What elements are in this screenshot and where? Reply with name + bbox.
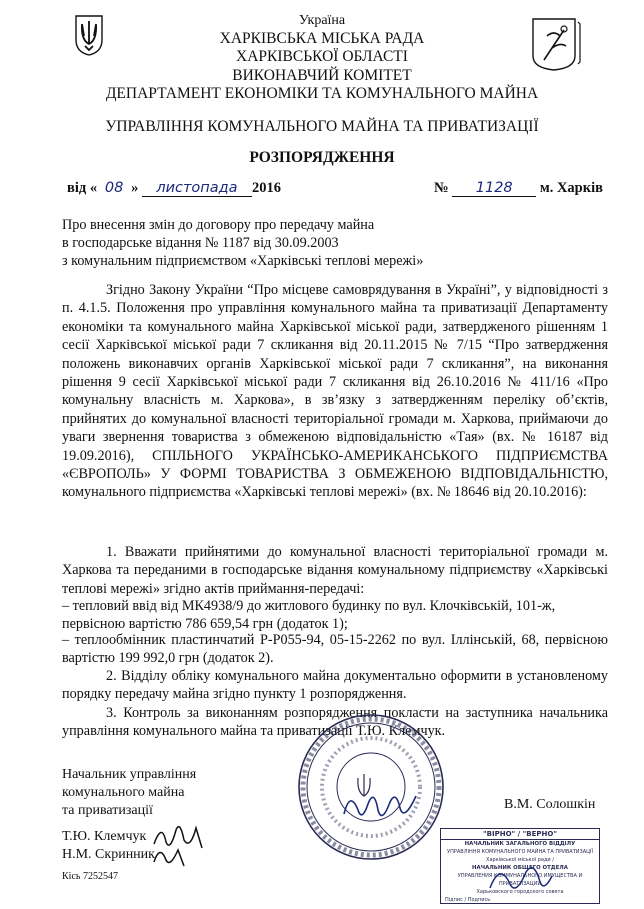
date-month: листопада	[142, 180, 252, 197]
header-committee: ВИКОНАВЧИЙ КОМІТЕТ	[232, 67, 412, 84]
date-prefix: від «	[67, 180, 98, 196]
verno-stamp-line-1: НАЧАЛЬНИК ЗАГАЛЬНОГО ВІДДІЛУ	[464, 841, 576, 847]
verno-stamp-line-4: НАЧАЛЬНИК ОБЩЕГО ОТДЕЛА	[472, 865, 568, 871]
reference-code: Кісь 7252547	[62, 871, 118, 882]
preamble-paragraph: Згідно Закону України “Про місцеве самоврядування в Україні”, у відповідності з п. 4.1.5. Положення про управління комунального майна та приватизації Департаменту економіки та комунального майна Харківської міської ради, затвердженого рішенням 1 сесії Харківської міської ради 7 скликання від 20.11.2015 № 7/15 “Про затвердження положень виконавчих органів Харківської міської ради 7 скликання”, на виконання рішення 9 сесії Харківської міської ради 7 скликання від 26.10.2016 № 411/16 «Про комунальну власність м. Харкова», в зв’язку з затвердженням переліку об’єктів, прийнятих до комунальної власності територіальної громади м. Харкова, приймаючи до уваги звернення товариства з обмеженою відповідальністю «Тая» (вх. № 16187 від 19.09.2016), СПІЛЬНОГО УКРАЇНСЬКО-АМЕРИКАНСЬКОГО ПІДПРИЄМСТВА «ЄВРОПОЛЬ» У ФОРМІ ТОВАРИСТВА З ОБМЕЖЕНОЮ ВІДПОВІДАЛЬНІСТЮ, комунального підприємства «Харківські теплові мережі» (вх. № 18646 від 20.10.2016):	[62, 282, 608, 501]
header-oblast: ХАРКІВСЬКОЇ ОБЛАСТІ	[236, 48, 408, 65]
signatory-title-2: комунального майна	[62, 785, 185, 800]
item-3-paragraph: 3. Контроль за виконанням розпорядження покласти на заступника начальника управління комунального майна та приватизації Т.Ю. Клемчук.	[62, 705, 608, 740]
executor-1: Т.Ю. Клемчук	[62, 829, 147, 844]
verno-stamp-line-2: УПРАВЛІННЯ КОМУНАЛЬНОГО МАЙНА ТА ПРИВАТИЗАЦІЇ	[447, 849, 593, 855]
signatory-name: В.М. Солошкін	[504, 797, 596, 812]
item-1b-paragraph: – теплообмінник пластинчатий Р-Р055-94, 05-15-2262 по вул. Іллінській, 68, первісною вартістю 199 992,0 грн (додаток 2).	[62, 632, 608, 667]
executor-2: Н.М. Скринник	[62, 847, 155, 862]
subject-line-2: в господарське відання № 1187 від 30.09.2003	[62, 235, 339, 251]
verno-stamp-signature	[486, 858, 556, 898]
item-1-paragraph: 1. Вважати прийнятими до комунальної власності територіальної громади м. Харкова та переданими в господарське відання комунальному підприємству «Харківські теплові мережі» згідно актів приймання-передачі:	[62, 544, 608, 597]
verno-stamp-title: "ВІРНО" / "ВЕРНО"	[441, 829, 599, 840]
subject-line-1: Про внесення змін до договору про передачу майна	[62, 217, 375, 233]
document-type-title: РОЗПОРЯДЖЕННЯ	[249, 149, 395, 166]
header-council: ХАРКІВСЬКА МІСЬКА РАДА	[219, 30, 425, 47]
document-number: 1128	[452, 180, 536, 197]
number-label: №	[434, 180, 449, 196]
signatory-title-1: Начальник управління	[62, 767, 197, 782]
item-2-paragraph: 2. Відділу обліку комунального майна документально оформити в установленому порядку передачу майна згідно пункту 1 розпорядження.	[62, 668, 608, 703]
date-line	[67, 180, 281, 197]
verno-stamp-line-6: Харьковского городского совета	[476, 889, 564, 895]
date-day: 08	[104, 180, 124, 196]
date-year: 2016	[251, 180, 281, 196]
item-1a-line-2: первісною вартістю 786 659,54 грн (додаток 1);	[62, 616, 348, 632]
executor-2-signature	[150, 842, 190, 870]
verno-stamp-line-3: Харківської міської ради /	[486, 857, 554, 863]
signatory-title-3: та приватизації	[62, 803, 153, 818]
city: м. Харків	[539, 180, 603, 196]
head-signature	[340, 784, 420, 830]
subject-line-3: з комунальним підприємством «Харківські теплові мережі»	[62, 253, 424, 269]
number-line	[434, 180, 603, 197]
header-department: ДЕПАРТАМЕНТ ЕКОНОМІКИ ТА КОМУНАЛЬНОГО МАЙНА	[105, 85, 539, 102]
verno-stamp-line-7: Підпис / Подпись	[445, 897, 491, 903]
verno-stamp-line-5: УПРАВЛЕНИЯ КОММУНАЛЬНОГО ИМУЩЕСТВА И ПРИВАТИЗАЦИИ	[457, 873, 583, 887]
date-mid: »	[131, 180, 139, 196]
item-1a-line-1: – тепловий ввід від МК4938/9 до житлового будинку по вул. Клочківській, 101-ж,	[62, 598, 556, 614]
header-country: Україна	[298, 13, 346, 28]
header-division: УПРАВЛІННЯ КОМУНАЛЬНОГО МАЙНА ТА ПРИВАТИЗАЦІЇ	[105, 118, 539, 135]
